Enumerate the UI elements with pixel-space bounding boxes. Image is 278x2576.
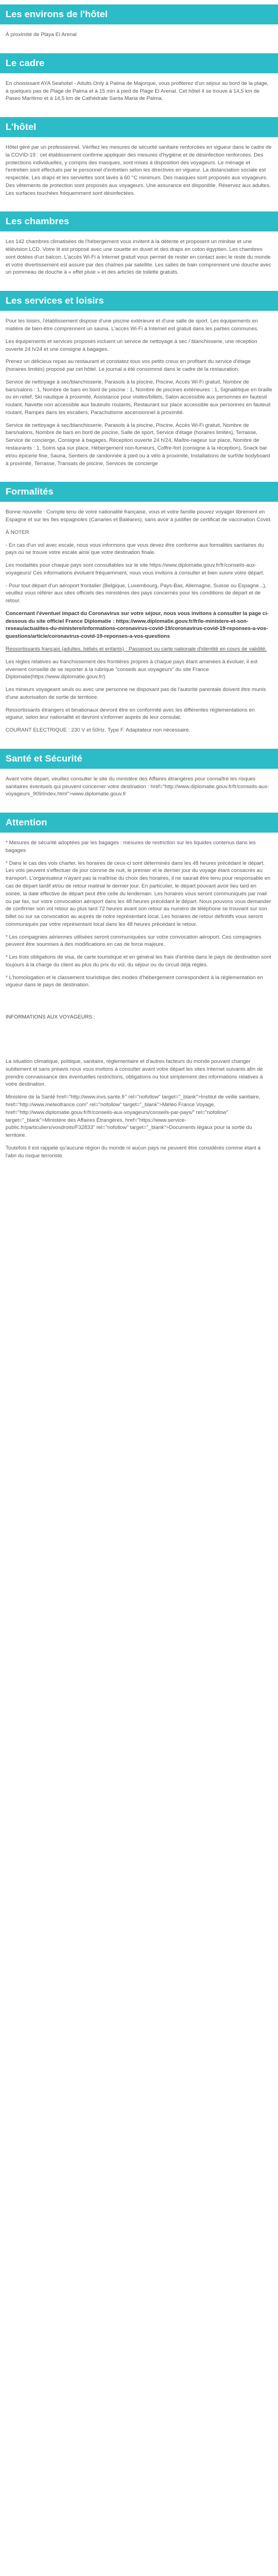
note-label: À NOTER: [6, 529, 29, 536]
paragraph: Les 142 chambres climatisées de l'hébergement vous invitent à la détente et proposent un minibar et une télévision LCD. Votre lit est proposé avec une couette en duvet et des draps en coton égyptien. Les chambres sont dotées d'un balcon. L'accès Wi-Fi à Internet gratuit vous permet de rester en contact avec le reste du monde et votre divertissement est assuré par des chaînes par satellite. Les salles de bain comprennent une douche avec un pommeau de douche à « effet pluie » et des articles de toilette gratuits.: [6, 239, 271, 276]
section-chambres: [0, 211, 278, 276]
section-header-hotel: L'hôtel: [0, 117, 278, 137]
section-header-sante: Santé et Sécurité: [0, 749, 278, 769]
section-body-services: [0, 317, 278, 467]
paragraph: Ressortissants étrangers et binationaux devront être en conformité avec les différentes réglementations en vigueur, selon leur nationalité et devront s'informer auprès de leur consulat.: [6, 707, 255, 721]
travellers-info-heading: INFORMATIONS AUX VOYAGEURS :: [6, 1014, 96, 1021]
section-body-chambres: [0, 238, 278, 276]
paragraph: * L'homologation et le classement touristique des modes d'hébergement correspondent à la réglementation en vigueur dans le pays de destination.: [6, 974, 264, 989]
page: [0, 0, 278, 1176]
paragraph: Les mineurs voyageant seuls ou avec une personne ne disposant pas de l'autorité parentale doivent être munis d'une autorisation de sortie de territoire.: [6, 687, 266, 700]
paragraph: Service de nettoyage à sec/blanchisserie, Parasols à la piscine, Piscine, Accès Wi-Fi gratuit, Nombre de bars/salons, Nombre de bars en bord de piscine, Salle de sport, Service d'étage (horaires limités), Terrasse, Service de concierge, Consigne à bagages, Réception ouverte 24 h/24, Maître-nageur sur place, Nombre de restaurants : 1, Soins spa sur place, Hébergement non-fumeurs, Coffre-fort (consigne à la réception), Snack bar et/ou épicerie fine, Sauna, Sentiers de randonnée à pied ou à vélo à proximité, Installations de surf/de bodyboard à proximité, Terrasse, Transats de piscine, Services de concierge: [6, 422, 270, 467]
paragraph: Bonne nouvelle : Compte tenu de votre nationalité française, vous et votre famille pouvez voyager librement en Espagne et sur les îles espagnoles (Canaries et Baléares), sans avoir à justifier de certificat de vaccination Covid.: [6, 509, 272, 523]
spacer: [0, 1025, 278, 1058]
travellers-info-body: [0, 1058, 278, 1160]
section-cadre: [0, 53, 278, 103]
section-header-environs: Les environs de l'hôtel: [0, 4, 278, 24]
section-body-hotel: [0, 144, 278, 197]
section-body-sante: [0, 775, 278, 798]
section-environs: [0, 4, 278, 39]
paragraph: En choisissant AYA Seahotel - Adults Only à Palma de Majorque, vous profiterez d'un séjour au bord de la plage, à quelques pas de Plage de Palma et à 15 min à pied de Plage El Arenal. Cet hôtel 4 se trouve à 14,5 km de Paseo Marítimo et à 14,5 km de Cathédrale Santa Maria de Palma.: [6, 80, 269, 102]
section-formalites: [0, 482, 278, 734]
section-body-cadre: [0, 80, 278, 103]
section-header-chambres: Les chambres: [0, 211, 278, 231]
paragraph: Service de nettoyage à sec/blanchisserie, Parasols à la piscine, Piscine, Accès Wi-Fi gratuit, Nombre de bars/salons : 1, Nombre de bars en bord de piscine : 1, Nombre de piscines extérieures : 1, Signalétique en braille ou en relief, Ski nautique à proximité, Assistance pour visites/billets, Salon accessible aux personnes en fauteuil roulant, Navette non accessible aux fauteuils roulants, Restaurant sur place accessible aux personnes en fauteuil roulant, Rampes dans les escaliers, Parachutisme ascensionnel à proximité.: [6, 379, 272, 416]
paragraph: Pour les loisirs, l'établissement dispose d'une piscine extérieure et d'une salle de sport. Les équipements en matière de bien-être comprennent un sauna. L'accès Wi-Fi à Internet est gratuit dans les parties communes.: [6, 318, 259, 332]
section-header-formalites: Formalités: [0, 482, 278, 502]
section-header-attention: Attention: [0, 813, 278, 833]
paragraph: Prenez un délicieux repas au restaurant et constatez tous vos petits creux en profitant du service d'étage (horaires limités) proposé par cet hôtel. Le journal a été consommé dans le cadre de la restauration.: [6, 359, 251, 373]
paragraph: * Mesures de sécurité adoptées par les bagages : mesures de restriction sur les liquides contenus dans les bagages: [6, 840, 256, 854]
paragraph: - Pour tout départ d'un aéroport frontalier (Belgique, Luxembourg, Pays-Bas, Allemagne, Suisse ou Espagne...), veuillez vous référer aux sites officiels des ministères des pays concernés pour les conditions de départ et de retour.: [6, 582, 267, 604]
section-body-environs: [0, 31, 278, 39]
section-body-attention: [0, 839, 278, 989]
paragraph: Les règles relatives au franchissement des frontières propres à chaque pays étant amenées à évoluer, il est vivement conseillé de se reporter à la rubrique "conseils aux voyageurs" du site France Diplomatie(https://www.diplomatie.gouv.fr/): [6, 658, 258, 680]
paragraph: Les modalités pour chaque pays sont consultables sur le site https://www.diplomatie.gouv.fr/fr/conseils-aux-voyageurs/ Ces informations évoluent fréquemment, nous vous invitons à consulter et bien suivre votre départ.: [6, 562, 265, 576]
section-hotel: [0, 117, 278, 197]
paragraph: Les équipements et services proposés incluent un service de nettoyage à sec / blanchisserie, une réception ouverte 24 h/24 et une consigne à bagages.: [6, 338, 257, 352]
paragraph: À proximité de Playa El Arenal: [6, 32, 77, 38]
paragraph: * Dans le cas des vols charter, les horaires de ceux-ci sont déterminés dans les 48 heures précédant le départ. Les vols peuvent s'effectuer de jour comme de nuit, le premier et le dernier jour du voyage étant consacrés au transport. L'organisateur n'ayant pas la maîtrise du choix des horaires, il ne saurait être tenu pour responsable en cas de départ tardif et/ou de retour matinal le dernier jour. En particulier, le départ pouvant avoir lieu tard en soirée, la date effective de départ peut être celle du lendemain. Les horaires vous seront communiqués par mail ou par fax, sur votre convocation aéroport dans les 48 heures précédant le départ. Nous pouvons vous demander de confirmer son vol retour au plus tard 72 heures avant son retour au numéro de téléphone se trouvant sur son billet ou sur sa convocation au auprès de notre représentant local. Les horaires de retour définitifs vous seront communiqués par votre représentant local dans les 48 heures précédant le retour.: [6, 860, 271, 927]
paragraph: Toutefois il est rappelé qu'aucune région du monde ni aucun pays ne peuvent être considérés comme étant à l'abri du risque terroriste.: [6, 1145, 261, 1159]
paragraph: COURANT ELECTRIQUE : 230 V et 50Hz. Type F. Adaptateur non nécessaire.: [6, 727, 191, 734]
paragraph: Avant votre départ, veuillez consulter le site du ministère des Affaires étrangères pour connaître les risques sanitaires éventuels qui peuvent concerner votre destination : href="http://www.diplomatie.gouv.fr/fr/conseils-aux-voyageurs_909/index.html">www.diplomatie.gouv.fr: [6, 775, 269, 798]
section-attention: [0, 813, 278, 989]
section-body-formalites: [0, 508, 278, 734]
spacer: [0, 994, 278, 1006]
section-services: [0, 291, 278, 467]
paragraph: * Les trois obligations de visa, de carte touristique et en général les frais d'entrée dans le pays de destination sont toujours à la charge du client au plus du prix du vol, du séjour ou du circuit déjà réglés.: [6, 954, 271, 968]
section-header-cadre: Le cadre: [0, 53, 278, 73]
paragraph: La situation climatique, politique, sanitaire, réglementaire et d'autres facteurs du monde pouvant changer subitement et sans préavis nous vous invitons à consulter avant votre départ les sites Internet suivants afin de prendre connaissance des éventuelles restrictions, obligations ou tout simplement des informations relatives à votre destination.: [6, 1058, 263, 1088]
section-header-services: Les services et loisirs: [0, 291, 278, 311]
section-sante: [0, 749, 278, 798]
paragraph: * Les compagnies aériennes utilisées seront communiquées sur votre convocation aéroport. Ces compagnies peuvent être soumises à des modifications en cas de force majeure.: [6, 934, 261, 948]
paragraph: Hôtel géré par un professionnel. Vérifiez les mesures de sécurité sanitaire renforcées en vigueur dans le cadre de la COVID-19 : cet établissement confirme appliquer des mesures d'hygiène et de désinfection renforcées. Des protections individuelles, y compris des masques, sont mises à disposition des voyageurs. Le ménage et l'entretien sont effectués par le personnel d'entretien selon les directives en vigueur. La distanciation sociale est respectée. Les draps et les serviettes sont lavés à 60 °C minimum. Des masques sont proposés aux voyageurs. Des vêtements de protection sont proposés aux voyageurs. Une assurance est disponible. Réservez aux adultes. Les surfaces touchées fréquemment sont désinfectées.: [6, 144, 272, 196]
paragraph: - En cas d'un vol avec escale, nous vous informons que vous devez être conforme aux formalités sanitaires du pays où se trouve votre escale ainsi que votre destination finale.: [6, 542, 264, 556]
paragraph: Ressortissants français (adultes, bébés et enfants) : Passeport ou carte nationale d'identité en cours de validité.: [6, 646, 267, 652]
paragraph: Ministère de la Santé href="http://www.invs.sante.fr" rel="nofollow" target="_blank">Institut de veille sanitaire, href="http://www.meteofrance.com" rel="nofollow" target="_blank">Météo France Voyage, href="http://www.diplomatie.gouv.fr/fr/conseils-aux-voyageurs/conseils-par-pays/" rel="nofollow" target="_blank">Ministère des Affaires Étrangères, href="https://www.service-public.fr/particuliers/vosdroits/F32833" rel="nofollow" target="_blank">Documents légaux pour la sortie du territoire.: [6, 1094, 260, 1139]
covid-notice: Concernant l'éventuel impact du Coronavirus sur votre séjour, nous vous invitons à consulter la page ci-dessous du site officiel France Diplomatie : https://www.diplomatie.gouv.fr/fr/le-ministere-et-son-reseau/actualites-du-ministere/informations-coronavirus-covid-19/coronavirus-covid-19-reponses-a-vos-questions/article/coronavirus-covid-19-reponses-a-vos-questions: [6, 610, 269, 640]
